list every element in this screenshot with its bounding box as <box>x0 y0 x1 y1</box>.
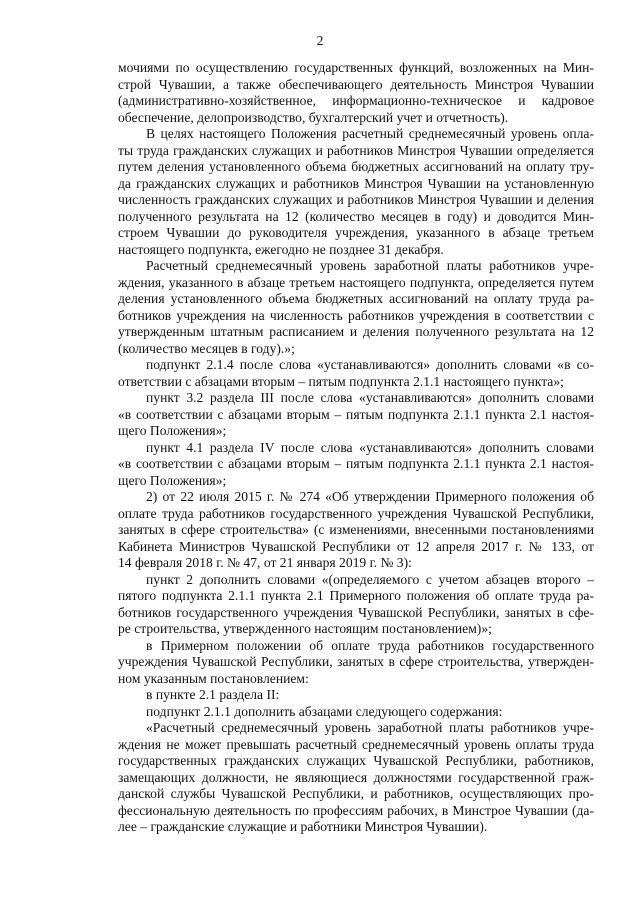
text-line: ботников учреждения на численность работников учреждения в соответствии с <box>118 307 594 323</box>
text-line: учреждения Чувашской Республики, занятых в сфере строительства, утвержден- <box>118 654 594 669</box>
text-line: «в соответствии с абзацами вторым – пятым подпункта 2.1.1 пункта 2.1 настоя- <box>118 406 594 422</box>
text-line: ждения не может превышать расчетный среднемесячный уровень оплаты труда <box>118 736 594 752</box>
text-line: в пункте 2.1 раздела II: <box>146 687 280 702</box>
text-line: путем деления установленного объема бюджетных ассигнований на оплату тру- <box>118 159 594 174</box>
text-line: В целях настоящего Положения расчетный среднемесячный уровень опла- <box>146 126 594 141</box>
text-line: ном указанным постановлением: <box>118 670 309 686</box>
text-line: ботников государственного учреждения Чувашской Республики, занятых в сфе- <box>118 604 594 620</box>
text-line: деления установленного объема бюджетных ассигнований на оплату труда ра- <box>118 291 594 306</box>
text-line: мочиями по осуществлению государственных функций, возложенных на Мин- <box>118 60 594 75</box>
text-line: «в соответствии с абзацами вторым – пятым подпункта 2.1.1 пункта 2.1 настоя- <box>118 456 594 471</box>
text-line: фессиональную деятельность по профессиям рабочих, в Минстрое Чувашии (да- <box>118 802 594 818</box>
page-number: 2 <box>316 33 324 48</box>
text-line: щего Положения»; <box>118 423 227 438</box>
text-line: данской службы Чувашской Республики, и работников, осуществляющих про- <box>118 786 594 801</box>
text-line: Кабинета Министров Чувашской Республики от 12 апреля 2017 г. № 133, от <box>118 538 594 554</box>
text-line: Расчетный среднемесячный уровень заработной платы работников учре- <box>146 258 594 273</box>
text-line: ре строительства, утвержденного настоящим постановлением)»; <box>118 621 492 636</box>
text-line: да гражданских служащих и работников Минстроя Чувашии на установленную <box>118 175 594 191</box>
text-line: утвержденным штатным расписанием и деления полученного результата на 12 <box>118 324 594 339</box>
text-line: обеспечение, делопроизводство, бухгалтерский учет и отчетность). <box>118 109 509 125</box>
text-line: пункт 4.1 раздела IV после слова «устанавливаются» дополнить словами <box>146 439 594 455</box>
text-line: оплате труда работников государственного учреждения Чувашской Республики, <box>118 505 594 521</box>
text-line: строем Чувашии до руководителя учреждения, указанного в абзаце третьем <box>118 225 594 240</box>
text-line: государственных гражданских служащих Чувашской Республики, работников, <box>118 753 594 768</box>
text-line: пятого подпункта 2.1.1 пункта 2.1 Примерного положения об оплате труда ра- <box>118 588 594 603</box>
text-line: строй Чувашии, а также обеспечивающего деятельность Минстроя Чувашии <box>118 76 594 92</box>
text-line: «Расчетный среднемесячный уровень заработной платы работников учре- <box>146 720 594 735</box>
text-line: пункт 3.2 раздела III после слова «устанавливаются» дополнить словами <box>146 390 594 405</box>
text-line: лее – гражданские служащие и работники Минстроя Чувашии). <box>118 819 488 834</box>
text-line: ответствии с абзацами вторым – пятым подпункта 2.1.1 настоящего пункта»; <box>118 373 564 389</box>
document-body <box>118 60 594 836</box>
text-line: подпункт 2.1.1 дополнить абзацами следующего содержания: <box>146 703 503 719</box>
text-line: численность гражданских служащих и работников Минстроя Чувашии и деления <box>118 192 594 207</box>
text-line: щего Положения»; <box>118 472 227 488</box>
text-line: (административно-хозяйственное, информационно-техническое и кадровое <box>118 93 594 108</box>
text-line: настоящего подпункта, ежегодно не позднее 31 декабря. <box>118 241 444 257</box>
text-line: полученного результата на 12 (количество месяцев в году) и доводится Мин- <box>118 208 594 224</box>
text-line: в Примерном положении об оплате труда работников государственного <box>146 637 594 653</box>
text-line: пункт 2 дополнить словами «(определяемого с учетом абзацев второго – <box>146 571 594 587</box>
text-line: (количество месяцев в году).»; <box>118 340 295 356</box>
text-line: 2) от 22 июля 2015 г. № 274 «Об утверждении Примерного положения об <box>146 489 594 504</box>
text-line: ты труда гражданских служащих и работников Минстроя Чувашии определяется <box>118 142 594 158</box>
text-line: ждения, указанного в абзаце третьем настоящего подпункта, определяется путем <box>118 274 594 290</box>
text-line: подпункт 2.1.4 после слова «устанавливаются» дополнить словами «в со- <box>146 357 594 372</box>
text-line: 14 февраля 2018 г. № 47, от 21 января 2019 г. № 3): <box>118 555 412 570</box>
text-line: занятых в сфере строительства» (с изменениями, внесенными постановлениями <box>118 522 594 537</box>
text-line: замещающих должности, не являющиеся должностями государственной граж- <box>118 769 594 785</box>
